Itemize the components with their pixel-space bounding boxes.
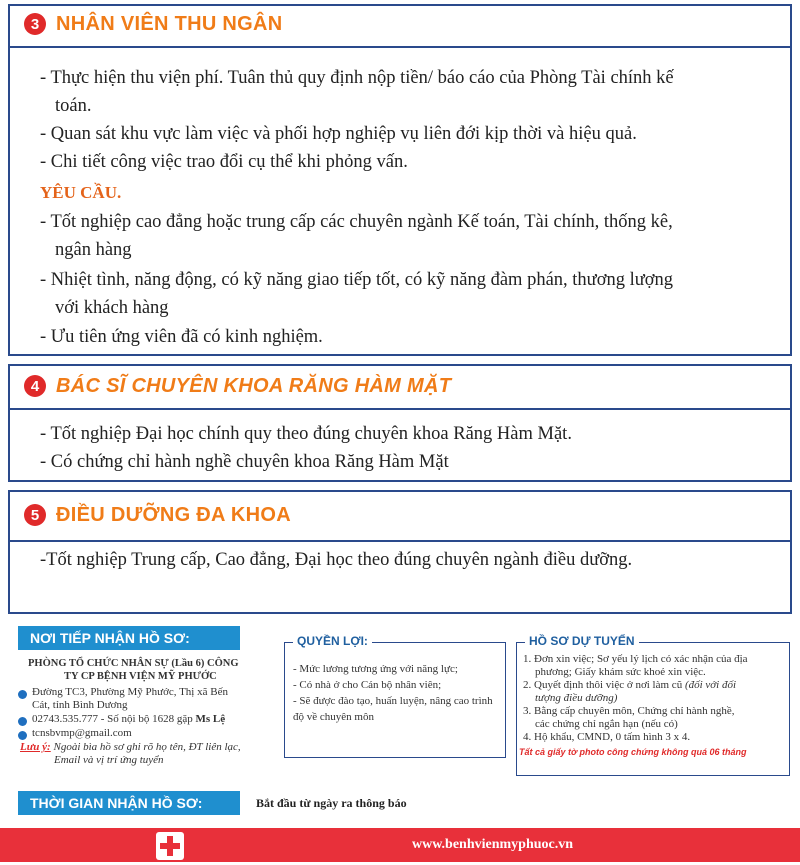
text-line: - Tốt nghiệp Đại học chính quy theo đúng chuyên khoa Răng Hàm Mặt. bbox=[40, 424, 572, 444]
text-line: - Chi tiết công việc trao đổi cụ thể khi phỏng vấn. bbox=[40, 152, 408, 172]
text-line: - Ưu tiên ứng viên đã có kinh nghiệm. bbox=[40, 327, 323, 347]
address-line: Cát, tỉnh Bình Dương bbox=[32, 699, 128, 711]
phone-number: 02743.535.777 - Số nội bộ 1628 gặp bbox=[32, 713, 196, 725]
location-icon bbox=[18, 690, 27, 699]
benefits-title: QUYỀN LỢI: bbox=[293, 634, 372, 648]
org-line: TY CP BỆNH VIỆN MỸ PHƯỚC bbox=[64, 671, 217, 682]
doc-item: 4. Hộ khẩu, CMND, 0 tấm hình 3 x 4. bbox=[523, 731, 691, 743]
time-value: Bắt đầu từ ngày ra thông báo bbox=[256, 796, 407, 810]
section-nurse bbox=[8, 490, 792, 614]
contact-header: NƠI TIẾP NHẬN HỒ SƠ: bbox=[18, 626, 240, 650]
doc-item-note: tượng điều dưỡng) bbox=[535, 692, 618, 704]
cross-icon bbox=[156, 832, 184, 860]
text-line: - Thực hiện thu viện phí. Tuân thủ quy định nộp tiền/ báo cáo của Phòng Tài chính kế bbox=[40, 68, 674, 88]
number-badge: 4 bbox=[24, 375, 46, 397]
phone-icon bbox=[18, 717, 27, 726]
doc-item bbox=[523, 679, 736, 691]
benefit-item: - Sẽ được đào tạo, huấn luyện, nâng cao trình bbox=[293, 695, 493, 707]
benefit-item: - Có nhà ở cho Cán bộ nhân viên; bbox=[293, 679, 442, 691]
documents-box bbox=[516, 634, 790, 776]
text-line: - Có chứng chỉ hành nghề chuyên khoa Răng Hàm Mặt bbox=[40, 452, 449, 472]
doc-item-text: 2. Quyết định thôi việc ở nơi làm cũ bbox=[523, 679, 685, 691]
text-line: toán. bbox=[55, 96, 92, 116]
footer-bar bbox=[0, 828, 800, 862]
note-text: Ngoài bìa hồ sơ ghi rõ họ tên, ĐT liên lạc, bbox=[50, 741, 241, 753]
hospital-logo-icon bbox=[156, 832, 184, 860]
note-line: Email và vị trí ứng tuyển bbox=[54, 754, 164, 766]
section-body bbox=[10, 46, 790, 354]
note-line bbox=[20, 741, 241, 753]
section-header bbox=[10, 366, 451, 406]
time-header: THỜI GIAN NHẬN HỒ SƠ: bbox=[18, 791, 240, 815]
doc-item: 1. Đơn xin việc; Sơ yếu lý lịch có xác nhận của địa bbox=[523, 653, 748, 665]
website-url[interactable]: www.benhvienmyphuoc.vn bbox=[412, 837, 574, 852]
text-line: -Tốt nghiệp Trung cấp, Cao đẳng, Đại học theo đúng chuyên ngành điều dưỡng. bbox=[40, 550, 633, 570]
text-line: - Quan sát khu vực làm việc và phối hợp nghiệp vụ liên đới kịp thời và hiệu quả. bbox=[40, 124, 637, 144]
section-cashier bbox=[8, 4, 792, 356]
text-line: ngân hàng bbox=[55, 240, 132, 260]
section-body bbox=[10, 540, 790, 612]
contact-block bbox=[18, 650, 280, 774]
doc-item: phương; Giấy khám sức khoẻ xin việc. bbox=[535, 666, 706, 678]
doc-note: Tất cả giấy tờ photo công chứng không quá 06 tháng bbox=[519, 747, 747, 757]
text-line: với khách hàng bbox=[55, 298, 169, 318]
requirements-label: YÊU CẦU. bbox=[40, 183, 122, 202]
email-icon bbox=[18, 731, 27, 740]
benefit-item: độ về chuyên môn bbox=[293, 711, 374, 723]
section-header bbox=[10, 492, 291, 538]
address-line: Đường TC3, Phường Mỹ Phước, Thị xã Bến bbox=[32, 686, 228, 698]
contact-person: Ms Lệ bbox=[195, 713, 226, 725]
note-label: Lưu ý: bbox=[20, 741, 51, 753]
section-title: BÁC SĨ CHUYÊN KHOA RĂNG HÀM MẶT bbox=[56, 374, 452, 397]
benefit-item: - Mức lương tương ứng với năng lực; bbox=[293, 663, 458, 675]
benefits-box bbox=[284, 634, 506, 758]
section-title: ĐIỀU DƯỠNG ĐA KHOA bbox=[56, 503, 291, 526]
org-line: PHÒNG TỔ CHỨC NHÂN SỰ (Lầu 6) CÔNG bbox=[28, 658, 239, 669]
section-dentist bbox=[8, 364, 792, 482]
text-line: - Tốt nghiệp cao đẳng hoặc trung cấp các chuyên ngành Kế toán, Tài chính, thống kê, bbox=[40, 212, 673, 232]
doc-item: 3. Bằng cấp chuyên môn, Chứng chỉ hành nghề, bbox=[523, 705, 735, 717]
email-address[interactable]: tcnsbvmp@gmail.com bbox=[32, 727, 132, 739]
documents-title: HỒ SƠ DỰ TUYỂN bbox=[525, 634, 639, 648]
number-badge: 3 bbox=[24, 13, 46, 35]
section-body bbox=[10, 408, 790, 480]
doc-item-note: (đối với đối bbox=[684, 679, 737, 691]
doc-item: các chứng chỉ ngắn hạn (nếu có) bbox=[535, 718, 678, 730]
section-header bbox=[10, 6, 283, 42]
number-badge: 5 bbox=[24, 504, 46, 526]
phone-line bbox=[32, 713, 225, 725]
section-title: NHÂN VIÊN THU NGÂN bbox=[56, 12, 283, 35]
text-line: - Nhiệt tình, năng động, có kỹ năng giao tiếp tốt, có kỹ năng đàm phán, thương lượng bbox=[40, 270, 674, 290]
